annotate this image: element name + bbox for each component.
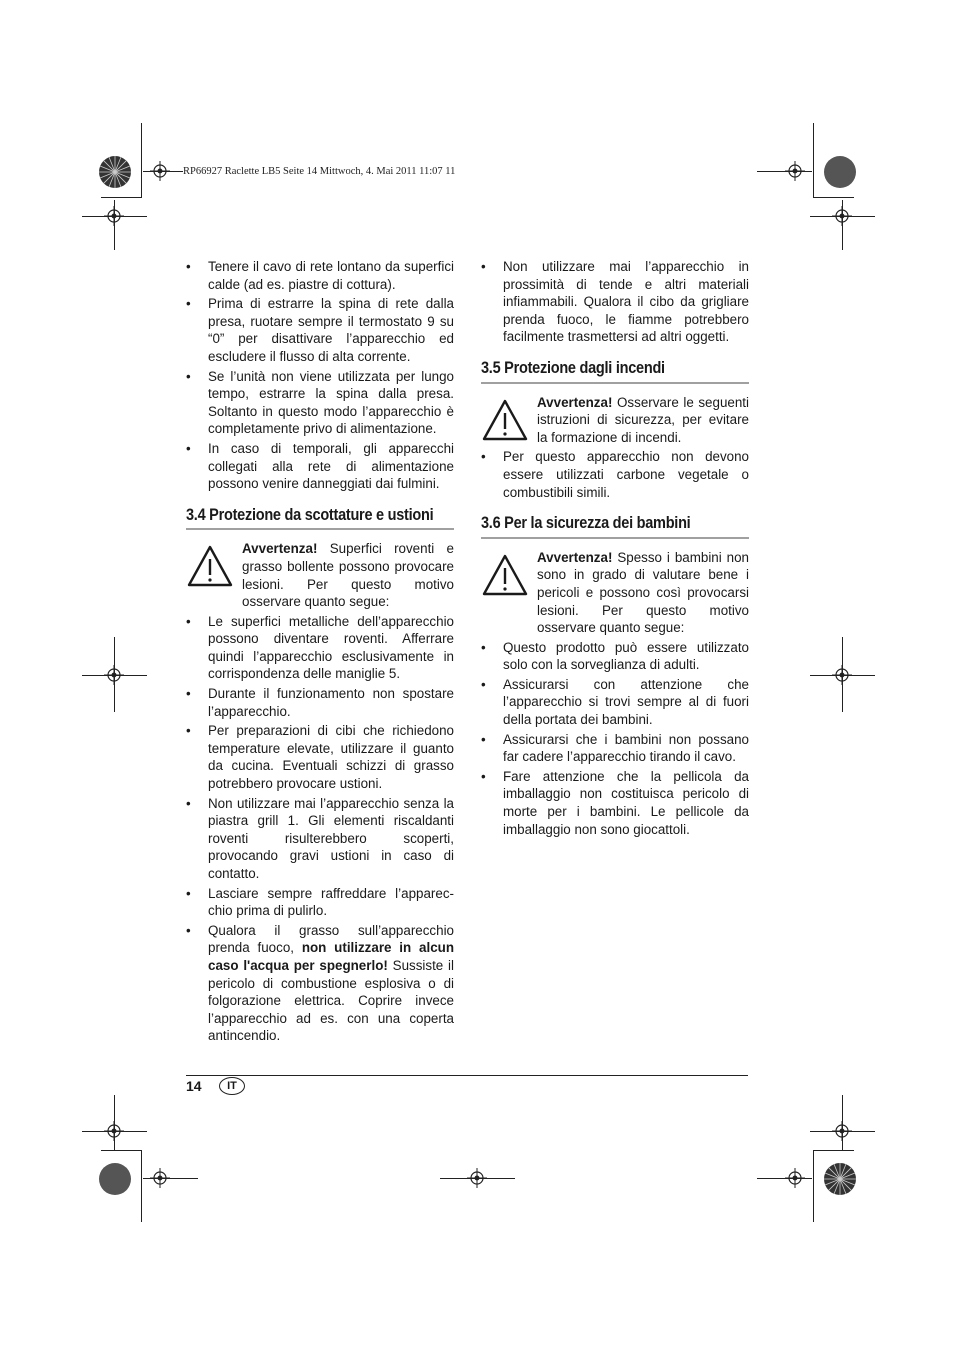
list-item: • Assicurarsi con attenzione che l’apparecchio si trovi sempre al di fuori della portata dei bambini. — [481, 676, 749, 728]
list-item: • Qualora il grasso sull’apparecchio prenda fuoco, non utilizzare in alcun caso l'acqua per spegnerlo! Sussiste il pericolo di combustione esplosiva o di folgorazione elettrica. Coprire invece l’apparecchio ad es. con una coperta antincendio. — [186, 922, 455, 1044]
bullet: • — [481, 449, 486, 465]
crosshair-icon — [104, 1121, 124, 1141]
list-item: • Se l’unità non viene utilizzata per lungo tempo, estrarre la spina dalla presa. Soltanto in questo modo l’apparecchio è completamente privo di alimentazione. — [186, 368, 454, 437]
list-item: • Lasciare sempre raffreddare l’apparec-chio prima di pulirlo. — [186, 885, 454, 919]
section-title: 3.5 Protezione dagli incendi — [481, 358, 665, 377]
crop-mark — [101, 1150, 141, 1151]
intro-list — [186, 258, 454, 493]
list-item: • Questo prodotto può essere utilizzato solo con la sorveglianza di adulti. — [481, 639, 749, 673]
crop-mark — [813, 1150, 814, 1222]
bullet: • — [186, 613, 191, 629]
bullet: • — [186, 795, 191, 811]
crosshair-icon — [832, 1121, 852, 1141]
bullet: • — [481, 768, 486, 784]
list-item: • Non utilizzare mai l’apparecchio in prossimità di tende e altri materiali infiammabili. Qualora il cibo da grigliare prenda fuoco, le fiamme potrebbero facilmente trasmettersi ad altri oggetti. — [481, 259, 749, 345]
bullet: • — [186, 723, 191, 739]
bullet: • — [186, 686, 191, 702]
page-number: 14 — [186, 1078, 202, 1094]
crosshair-icon — [104, 665, 124, 685]
right-column — [481, 258, 749, 840]
crosshair-icon — [785, 1168, 805, 1188]
crop-mark — [814, 1150, 854, 1151]
crop-mark — [141, 123, 142, 198]
section-title: 3.4 Protezione da scottature e ustioni — [186, 505, 434, 524]
section-3-6-list — [481, 639, 749, 839]
intro-list — [481, 258, 749, 346]
crop-mark — [813, 123, 814, 198]
warning-label: Avvertenza! — [537, 394, 613, 410]
warning-box — [481, 394, 749, 447]
language-badge: IT — [219, 1077, 245, 1095]
registration-wheel-icon — [98, 155, 132, 189]
registration-dot-icon — [823, 155, 857, 189]
crosshair-icon — [832, 665, 852, 685]
bullet: • — [481, 676, 486, 692]
list-item: • Per questo apparecchio non devono essere utilizzati carbone vegetale o combustibili simili. — [481, 449, 749, 500]
section-title: 3.6 Per la sicurezza dei bambini — [481, 514, 691, 533]
registration-wheel-icon — [823, 1162, 857, 1196]
bullet: • — [481, 639, 486, 655]
section-3-4-list — [186, 613, 454, 1045]
bullet: • — [186, 440, 191, 456]
section-heading-3-6 — [481, 515, 749, 539]
crosshair-icon — [467, 1168, 487, 1188]
section-heading-3-4 — [186, 507, 454, 531]
warning-text: Spesso i bambini non sono in grado di valutare bene i pericoli e possono così provocarsi lesioni. Per questo motivo osservare quanto segue: — [537, 549, 749, 636]
list-item: • Prima di estrarre la spina di rete dalla presa, ruotare sempre il termostato 9 su “0” per disattivare l’apparecchio ed escludere il flusso di alta corrente. — [186, 296, 454, 364]
warning-box — [481, 549, 749, 637]
warning-text: Osservare le seguenti istruzioni di sicurezza, per evitare la formazione di incendi. — [537, 394, 749, 445]
crosshair-icon — [150, 161, 170, 181]
crop-mark — [101, 197, 141, 198]
section-3-5-list — [481, 448, 749, 501]
bullet: • — [186, 259, 191, 274]
crop-mark — [814, 197, 854, 198]
section-heading-3-5 — [481, 360, 749, 384]
warning-triangle-icon — [481, 398, 529, 442]
bullet: • — [186, 368, 191, 384]
crop-mark — [141, 1150, 142, 1222]
print-header: RP66927 Raclette LB5 Seite 14 Mittwoch, 4. Mai 2011 11:07 11 — [183, 166, 456, 177]
crosshair-icon — [832, 206, 852, 226]
list-item: • Tenere il cavo di rete lontano da superfici calde (ad es. piastre di cottura). — [186, 259, 454, 292]
warning-triangle-icon — [481, 553, 529, 597]
bullet: • — [186, 296, 191, 312]
warning-text: Superfici roventi e grasso bollente possono provocare lesioni. Per questo motivo osservare quanto segue: — [242, 541, 454, 610]
warning-triangle-icon — [186, 544, 234, 588]
list-item: • Assicurarsi che i bambini non possano far cadere l’apparecchio tirando il cavo. — [481, 731, 749, 765]
warning-label: Avvertenza! — [242, 541, 318, 557]
left-column — [186, 258, 454, 1047]
list-item: • Le superfici metalliche dell’apparecchio possono diventare roventi. Afferrare quindi l’apparecchio esclusivamente in corrispondenza delle maniglie 5. — [186, 613, 454, 682]
list-item: • Durante il funzionamento non spostare l’apparecchio. — [186, 686, 454, 719]
bullet: • — [186, 885, 191, 901]
list-item: • Fare attenzione che la pellicola da imballaggio non costituisca pericolo di morte per i bambini. Le pellicole da imballaggio non sono giocattoli. — [481, 768, 749, 837]
footer-rule — [186, 1075, 748, 1076]
warning-label: Avvertenza! — [537, 549, 613, 565]
crosshair-icon — [785, 161, 805, 181]
crosshair-icon — [104, 206, 124, 226]
list-item: • Per preparazioni di cibi che richiedono temperature elevate, utilizzare il guanto da cucina. Eventuali schizzi di grasso potrebbero provocare ustioni. — [186, 723, 454, 792]
warning-box — [186, 540, 454, 610]
list-item: • In caso di temporali, gli apparecchi collegati alla rete di alimentazione possono venire danneggiati dai fulmini. — [186, 440, 454, 492]
registration-dot-icon — [98, 1162, 132, 1196]
bullet: • — [186, 922, 191, 938]
crosshair-icon — [150, 1168, 170, 1188]
list-item: • Non utilizzare mai l’apparecchio senza la piastra grill 1. Gli elementi riscaldanti roventi risulterebbero scoperti, provocando gravi ustioni in caso di contatto. — [186, 795, 454, 881]
bullet: • — [481, 259, 486, 274]
emphasis: non utilizzare in alcun caso l'acqua per spegnerlo! — [208, 940, 454, 973]
bullet: • — [481, 731, 486, 747]
